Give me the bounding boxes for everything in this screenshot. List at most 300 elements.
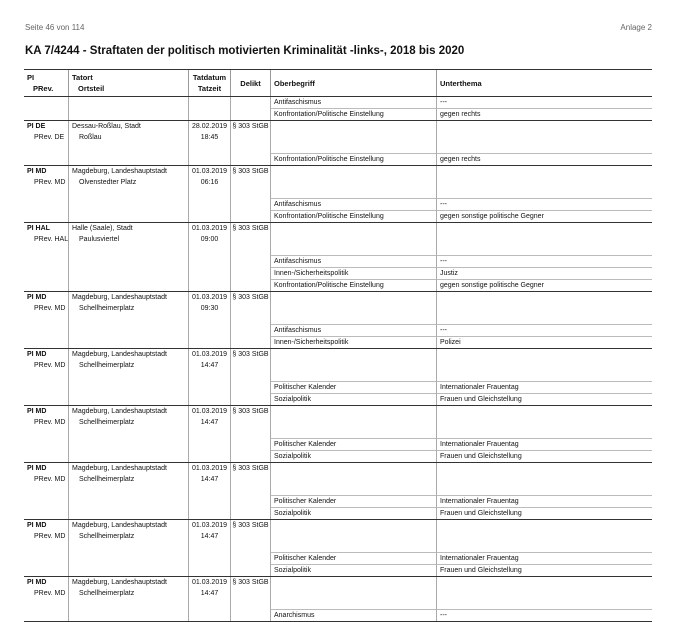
empty-cell [230, 485, 270, 495]
delikt-cell: § 303 StGB [230, 166, 270, 177]
tatzeit-cell: 09:00 [188, 234, 230, 245]
empty-cell [188, 564, 230, 576]
empty-cell [68, 153, 188, 165]
unterthema-cell: Frauen und Gleichstellung [436, 507, 652, 519]
empty-cell [68, 381, 188, 393]
oberbegriff-cell: Sozialpolitik [270, 507, 436, 519]
empty-cell [188, 393, 230, 405]
empty-cell [230, 177, 270, 188]
oberbegriff-cell: Konfrontation/Politische Einstellung [270, 153, 436, 165]
empty-cell [230, 198, 270, 210]
empty-cell [188, 153, 230, 165]
topic-row [24, 609, 652, 621]
unterthema-cell: gegen rechts [436, 108, 652, 120]
empty-cell [24, 428, 68, 438]
prev-cell: PRev. MD [34, 179, 66, 186]
empty-cell [68, 542, 188, 552]
empty-cell [24, 336, 68, 348]
record [24, 577, 652, 622]
unterthema-cell: Internationaler Frauentag [436, 552, 652, 564]
empty-cell [230, 393, 270, 405]
empty-cell [436, 531, 652, 542]
empty-cell [188, 143, 230, 153]
spacer-row [24, 485, 652, 495]
empty-cell [270, 542, 436, 552]
empty-cell [230, 588, 270, 599]
empty-cell [68, 371, 188, 381]
empty-cell [68, 450, 188, 462]
empty-cell [188, 198, 230, 210]
unterthema-cell: --- [436, 198, 652, 210]
topic-row [24, 393, 652, 405]
prev-cell: PRev. HAL [34, 236, 68, 243]
empty-cell [68, 485, 188, 495]
empty-cell [230, 542, 270, 552]
col-header-delikt: Delikt [230, 70, 270, 96]
empty-cell [188, 609, 230, 621]
pi-cell: PI MD [27, 579, 47, 586]
empty-cell [230, 267, 270, 279]
record-main-row [24, 577, 652, 588]
empty-cell [24, 279, 68, 291]
tatzeit-cell: 14:47 [188, 360, 230, 371]
unterthema-cell: Justiz [436, 267, 652, 279]
empty-cell [436, 188, 652, 198]
tatdatum-cell: 01.03.2019 [188, 292, 230, 303]
empty-cell [230, 188, 270, 198]
tatzeit-cell: 14:47 [188, 531, 230, 542]
tatdatum-cell: 28.02.2019 [188, 121, 230, 132]
record-main-row [24, 166, 652, 177]
empty-cell [436, 474, 652, 485]
empty-cell [24, 381, 68, 393]
empty-cell [270, 360, 436, 371]
ortsteil-cell: Schellheimerplatz [68, 588, 188, 599]
empty-cell [270, 588, 436, 599]
topic-row [24, 381, 652, 393]
tatort-cell: Magdeburg, Landeshauptstadt [68, 406, 188, 417]
tatdatum-cell: 01.03.2019 [188, 166, 230, 177]
empty-cell [24, 188, 68, 198]
unterthema-cell: gegen sonstige politische Gegner [436, 279, 652, 291]
empty-cell [270, 143, 436, 153]
empty-cell [270, 485, 436, 495]
empty-cell [68, 143, 188, 153]
empty-cell [270, 303, 436, 314]
record [24, 463, 652, 520]
empty-cell [270, 531, 436, 542]
oberbegriff-cell: Innen-/Sicherheitspolitik [270, 336, 436, 348]
empty-cell [270, 577, 436, 588]
pi-cell: PI MD [27, 351, 47, 358]
topic-row [24, 336, 652, 348]
delikt-cell: § 303 StGB [230, 292, 270, 303]
empty-cell [188, 371, 230, 381]
tatzeit-cell: 14:47 [188, 474, 230, 485]
tatzeit-cell: 14:47 [188, 588, 230, 599]
prev-cell: PRev. MD [34, 476, 66, 483]
empty-cell [24, 245, 68, 255]
empty-cell [436, 428, 652, 438]
empty-cell [270, 406, 436, 417]
empty-cell [24, 542, 68, 552]
empty-cell [436, 245, 652, 255]
empty-cell [230, 324, 270, 336]
ortsteil-cell: Schellheimerplatz [68, 417, 188, 428]
annex-label: Anlage 2 [620, 23, 652, 32]
record [24, 406, 652, 463]
unterthema-cell: gegen rechts [436, 153, 652, 165]
empty-cell [230, 450, 270, 462]
record-sub-row [24, 360, 652, 371]
record-main-row [24, 349, 652, 360]
tatzeit-cell: 09:30 [188, 303, 230, 314]
oberbegriff-cell: Antifaschismus [270, 255, 436, 267]
ortsteil-cell: Roßlau [68, 132, 188, 143]
empty-cell [188, 552, 230, 564]
empty-cell [230, 97, 270, 108]
topic-row [24, 153, 652, 165]
delikt-cell: § 303 StGB [230, 520, 270, 531]
record-main-row [24, 121, 652, 132]
empty-cell [24, 564, 68, 576]
pi-cell: PI DE [27, 123, 46, 130]
unterthema-cell: --- [436, 324, 652, 336]
oberbegriff-cell: Sozialpolitik [270, 450, 436, 462]
empty-cell [230, 314, 270, 324]
empty-cell [436, 485, 652, 495]
oberbegriff-cell: Politischer Kalender [270, 438, 436, 450]
delikt-cell: § 303 StGB [230, 121, 270, 132]
empty-cell [230, 143, 270, 153]
empty-cell [68, 210, 188, 222]
tatort-cell: Magdeburg, Landeshauptstadt [68, 520, 188, 531]
empty-cell [24, 314, 68, 324]
oberbegriff-cell: Politischer Kalender [270, 552, 436, 564]
tatdatum-cell: 01.03.2019 [188, 223, 230, 234]
oberbegriff-cell: Innen-/Sicherheitspolitik [270, 267, 436, 279]
empty-cell [436, 588, 652, 599]
tatdatum-cell: 01.03.2019 [188, 349, 230, 360]
empty-cell [68, 97, 188, 108]
empty-cell [24, 371, 68, 381]
empty-cell [24, 198, 68, 210]
empty-cell [188, 542, 230, 552]
ortsteil-cell: Schellheimerplatz [68, 303, 188, 314]
empty-cell [230, 564, 270, 576]
topic-row [24, 450, 652, 462]
empty-cell [270, 599, 436, 609]
oberbegriff-cell: Konfrontation/Politische Einstellung [270, 108, 436, 120]
empty-cell [24, 153, 68, 165]
tatort-cell: Magdeburg, Landeshauptstadt [68, 577, 188, 588]
empty-cell [230, 417, 270, 428]
empty-cell [188, 507, 230, 519]
spacer-row [24, 542, 652, 552]
empty-cell [68, 188, 188, 198]
empty-cell [188, 438, 230, 450]
oberbegriff-cell: Konfrontation/Politische Einstellung [270, 210, 436, 222]
empty-cell [436, 121, 652, 132]
empty-cell [230, 132, 270, 143]
unterthema-cell: Internationaler Frauentag [436, 438, 652, 450]
tatort-cell: Magdeburg, Landeshauptstadt [68, 349, 188, 360]
pi-cell: PI HAL [27, 225, 50, 232]
empty-cell [68, 609, 188, 621]
empty-cell [68, 324, 188, 336]
empty-cell [270, 166, 436, 177]
ortsteil-cell: Schellheimerplatz [68, 531, 188, 542]
oberbegriff-cell: Sozialpolitik [270, 393, 436, 405]
delikt-cell: § 303 StGB [230, 349, 270, 360]
tatzeit-cell: 06:16 [188, 177, 230, 188]
empty-cell [230, 507, 270, 519]
col-header-oberbegriff: Oberbegriff [270, 70, 436, 96]
record-main-row [24, 463, 652, 474]
empty-cell [188, 314, 230, 324]
empty-cell [68, 279, 188, 291]
topic-row [24, 552, 652, 564]
topic-row [24, 279, 652, 291]
empty-cell [188, 97, 230, 108]
empty-cell [68, 245, 188, 255]
empty-cell [188, 188, 230, 198]
tatdatum-cell: 01.03.2019 [188, 406, 230, 417]
spacer-row [24, 245, 652, 255]
continued-record [24, 97, 652, 121]
tatdatum-cell: 01.03.2019 [188, 463, 230, 474]
empty-cell [230, 599, 270, 609]
empty-cell [230, 245, 270, 255]
empty-cell [188, 336, 230, 348]
empty-cell [68, 438, 188, 450]
empty-cell [24, 324, 68, 336]
unterthema-cell: --- [436, 609, 652, 621]
empty-cell [436, 314, 652, 324]
empty-cell [270, 177, 436, 188]
empty-cell [230, 153, 270, 165]
topic-row [24, 97, 652, 108]
record-sub-row [24, 417, 652, 428]
record-sub-row [24, 177, 652, 188]
empty-cell [188, 381, 230, 393]
empty-cell [24, 507, 68, 519]
empty-cell [188, 267, 230, 279]
tatort-cell: Magdeburg, Landeshauptstadt [68, 292, 188, 303]
record-sub-row [24, 474, 652, 485]
empty-cell [230, 428, 270, 438]
empty-cell [436, 542, 652, 552]
unterthema-cell: --- [436, 255, 652, 267]
records-body [24, 121, 652, 622]
table-header [24, 70, 652, 97]
empty-cell [436, 360, 652, 371]
oberbegriff-cell: Politischer Kalender [270, 381, 436, 393]
empty-cell [188, 108, 230, 120]
empty-cell [68, 255, 188, 267]
empty-cell [188, 450, 230, 462]
empty-cell [270, 349, 436, 360]
empty-cell [68, 198, 188, 210]
empty-cell [436, 292, 652, 303]
topic-row [24, 495, 652, 507]
empty-cell [270, 520, 436, 531]
topic-row [24, 255, 652, 267]
empty-cell [68, 336, 188, 348]
ortsteil-cell: Schellheimerplatz [68, 360, 188, 371]
empty-cell [68, 267, 188, 279]
spacer-row [24, 428, 652, 438]
empty-cell [436, 132, 652, 143]
oberbegriff-cell: Antifaschismus [270, 198, 436, 210]
unterthema-cell: Internationaler Frauentag [436, 495, 652, 507]
prev-cell: PRev. MD [34, 305, 66, 312]
record [24, 166, 652, 223]
ortsteil-cell: Paulusviertel [68, 234, 188, 245]
ortsteil-cell: Olvenstedter Platz [68, 177, 188, 188]
empty-cell [436, 234, 652, 245]
empty-cell [436, 349, 652, 360]
pi-cell: PI MD [27, 465, 47, 472]
oberbegriff-cell: Antifaschismus [270, 97, 436, 108]
empty-cell [436, 371, 652, 381]
empty-cell [68, 507, 188, 519]
tatdatum-cell: 01.03.2019 [188, 520, 230, 531]
col-header-pi: PI PRev. [27, 73, 54, 93]
pi-cell: PI MD [27, 168, 47, 175]
topic-row [24, 564, 652, 576]
record-main-row [24, 223, 652, 234]
unterthema-cell: Frauen und Gleichstellung [436, 564, 652, 576]
record-sub-row [24, 531, 652, 542]
delikt-cell: § 303 StGB [230, 223, 270, 234]
empty-cell [188, 428, 230, 438]
empty-cell [270, 245, 436, 255]
empty-cell [24, 97, 68, 108]
empty-cell [436, 166, 652, 177]
empty-cell [188, 210, 230, 222]
empty-cell [24, 438, 68, 450]
empty-cell [24, 552, 68, 564]
empty-cell [188, 599, 230, 609]
topic-row [24, 108, 652, 120]
empty-cell [24, 485, 68, 495]
unterthema-cell: Frauen und Gleichstellung [436, 393, 652, 405]
record-sub-row [24, 234, 652, 245]
spacer-row [24, 599, 652, 609]
empty-cell [68, 564, 188, 576]
empty-cell [230, 438, 270, 450]
empty-cell [270, 132, 436, 143]
topic-row [24, 210, 652, 222]
empty-cell [230, 255, 270, 267]
oberbegriff-cell: Antifaschismus [270, 324, 436, 336]
empty-cell [270, 292, 436, 303]
empty-cell [436, 577, 652, 588]
empty-cell [270, 371, 436, 381]
empty-cell [230, 552, 270, 564]
empty-cell [68, 314, 188, 324]
empty-cell [230, 210, 270, 222]
delikt-cell: § 303 StGB [230, 463, 270, 474]
topic-row [24, 507, 652, 519]
empty-cell [24, 143, 68, 153]
record [24, 520, 652, 577]
unterthema-cell: Frauen und Gleichstellung [436, 450, 652, 462]
record [24, 223, 652, 292]
document-title: KA 7/4244 - Straftaten der politisch motivierten Kriminalität -links-, 2018 bis 2020 [25, 45, 465, 57]
col-header-tatdatum: Tatdatum Tatzeit [188, 70, 230, 96]
empty-cell [24, 108, 68, 120]
empty-cell [230, 609, 270, 621]
topic-row [24, 324, 652, 336]
oberbegriff-cell: Anarchismus [270, 609, 436, 621]
ortsteil-cell: Schellheimerplatz [68, 474, 188, 485]
empty-cell [68, 108, 188, 120]
empty-cell [436, 177, 652, 188]
spacer-row [24, 371, 652, 381]
tatdatum-cell: 01.03.2019 [188, 577, 230, 588]
empty-cell [230, 108, 270, 120]
pi-cell: PI MD [27, 408, 47, 415]
prev-cell: PRev. DE [34, 134, 65, 141]
prev-cell: PRev. MD [34, 590, 66, 597]
prev-cell: PRev. MD [34, 533, 66, 540]
empty-cell [188, 324, 230, 336]
oberbegriff-cell: Konfrontation/Politische Einstellung [270, 279, 436, 291]
empty-cell [230, 336, 270, 348]
empty-cell [230, 279, 270, 291]
empty-cell [230, 371, 270, 381]
empty-cell [188, 279, 230, 291]
unterthema-cell: Polizei [436, 336, 652, 348]
spacer-row [24, 188, 652, 198]
empty-cell [24, 255, 68, 267]
tatzeit-cell: 14:47 [188, 417, 230, 428]
empty-cell [270, 428, 436, 438]
empty-cell [436, 303, 652, 314]
empty-cell [24, 267, 68, 279]
empty-cell [230, 495, 270, 507]
record-sub-row [24, 132, 652, 143]
empty-cell [270, 474, 436, 485]
empty-cell [270, 223, 436, 234]
empty-cell [230, 234, 270, 245]
empty-cell [24, 495, 68, 507]
tatort-cell: Dessau-Roßlau, Stadt [68, 121, 188, 132]
empty-cell [24, 609, 68, 621]
tatzeit-cell: 18:45 [188, 132, 230, 143]
prev-cell: PRev. MD [34, 362, 66, 369]
tatort-cell: Halle (Saale), Stadt [68, 223, 188, 234]
record [24, 121, 652, 166]
empty-cell [68, 428, 188, 438]
topic-row [24, 267, 652, 279]
empty-cell [24, 599, 68, 609]
empty-cell [68, 495, 188, 507]
empty-cell [270, 314, 436, 324]
empty-cell [68, 393, 188, 405]
empty-cell [436, 406, 652, 417]
empty-cell [230, 474, 270, 485]
empty-cell [24, 393, 68, 405]
empty-cell [24, 450, 68, 462]
empty-cell [436, 520, 652, 531]
record-main-row [24, 520, 652, 531]
record-sub-row [24, 588, 652, 599]
empty-cell [188, 485, 230, 495]
empty-cell [436, 599, 652, 609]
